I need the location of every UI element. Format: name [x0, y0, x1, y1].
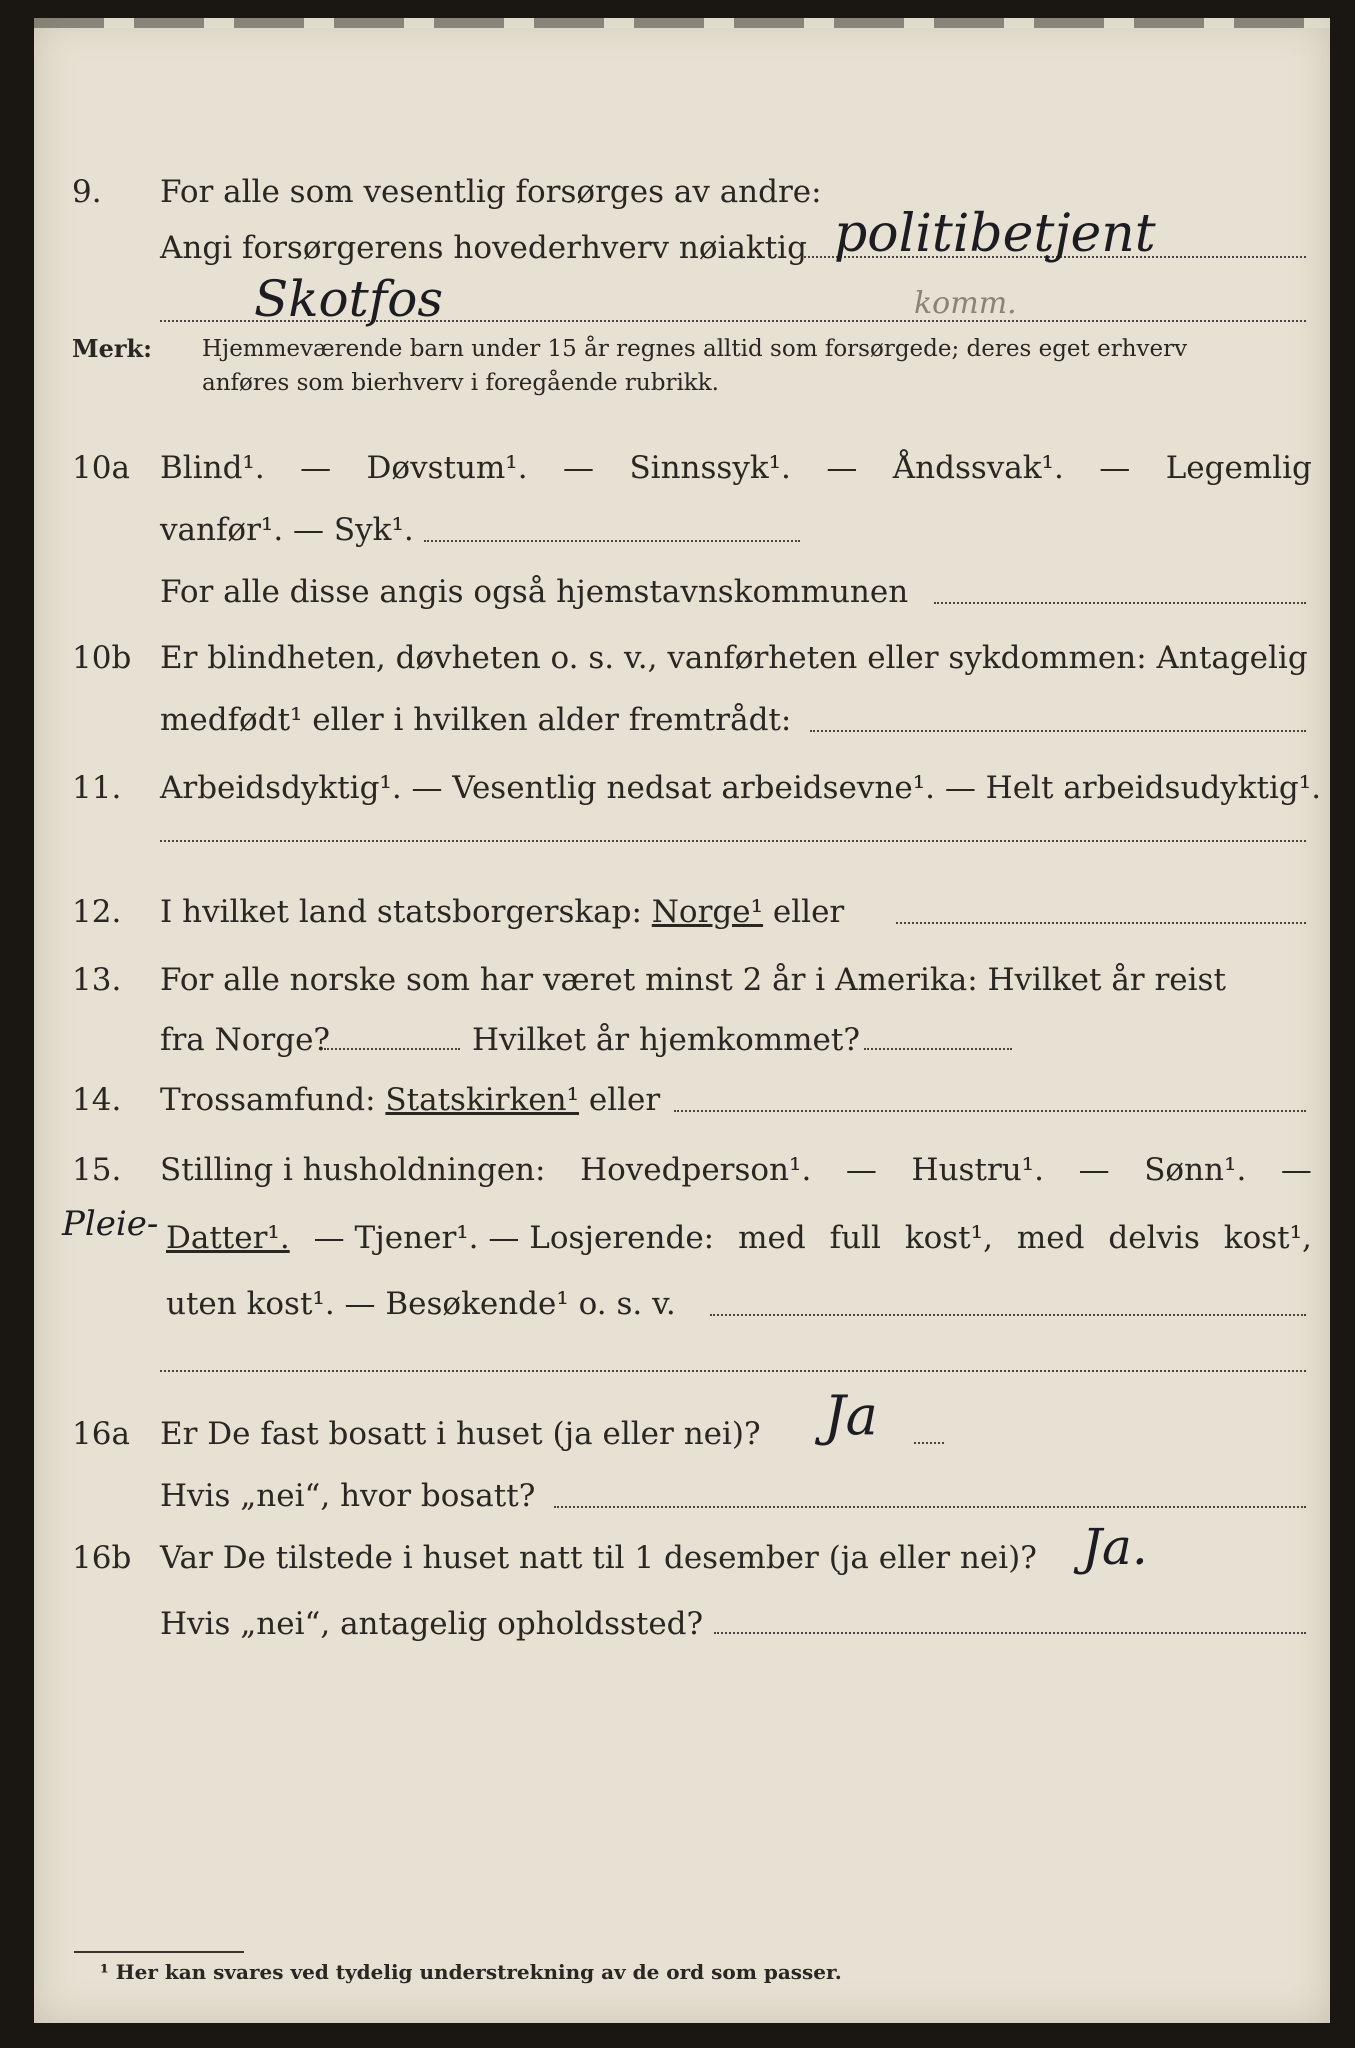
option-norge[interactable]: Norge¹ — [651, 894, 764, 930]
q13-question: For alle norske som har været minst 2 år i Amerika: Hvilket år reist — [160, 962, 1226, 998]
q12-question — [160, 890, 844, 934]
q14-line[interactable] — [674, 1110, 1306, 1112]
q10a-vanfor-syk[interactable]: vanfør¹. — Syk¹. — [160, 512, 414, 548]
q12-line[interactable] — [896, 922, 1306, 924]
q15-handwritten-prefix: Pleie- — [62, 1204, 159, 1244]
q10a-row-2 — [34, 508, 1330, 552]
q16b-opholdssted-line[interactable] — [714, 1632, 1306, 1634]
q13-number: 13. — [72, 962, 122, 998]
option-andssvak[interactable]: Åndssvak¹. — [892, 450, 1064, 486]
q10a-hjemstavn-label: For alle disse angis også hjemstavnskommunen — [160, 574, 909, 610]
q16a-line[interactable] — [914, 1442, 944, 1444]
q9-number: 9. — [72, 174, 102, 210]
q16a-bosatt-label: Hvis „nei“, hvor bosatt? — [160, 1478, 536, 1514]
q15-options-3[interactable]: uten kost¹. — Besøkende¹ o. s. v. — [166, 1286, 676, 1322]
q16b-opholdssted-label: Hvis „nei“, antagelig opholdssted? — [160, 1606, 704, 1642]
q16a-row-2 — [34, 1474, 1330, 1518]
q14-prefix: Trossamfund: — [160, 1082, 376, 1118]
q16a-question: Er De fast bosatt i huset (ja eller nei)? — [160, 1416, 761, 1452]
q13-hjemkommet-label: Hvilket år hjemkommet? — [472, 1022, 860, 1058]
q15-number: 15. — [72, 1152, 122, 1188]
dash: — — [563, 450, 595, 486]
option-full-kost[interactable]: kost¹, — [904, 1220, 993, 1256]
option-dovstum[interactable]: Døvstum¹. — [366, 450, 528, 486]
q14-number: 14. — [72, 1082, 122, 1118]
q14-suffix: eller — [588, 1082, 661, 1118]
q15-line[interactable] — [710, 1314, 1306, 1316]
q15-row — [34, 1148, 1330, 1192]
q13-row-2 — [34, 1018, 1330, 1062]
option-sinnssyk[interactable]: Sinnssyk¹. — [629, 450, 791, 486]
scan-top-edge — [34, 18, 1330, 28]
q10b-line[interactable] — [810, 730, 1306, 732]
q10b-row — [34, 636, 1330, 680]
word: delvis — [1108, 1220, 1200, 1256]
dash: — — [826, 450, 858, 486]
q11-row — [34, 766, 1330, 810]
footnote: ¹ Her kan svares ved tydelig understrekning av de ord som passer. — [100, 1960, 842, 1984]
q10a-row — [34, 446, 1330, 490]
word: med — [1016, 1220, 1085, 1256]
q10b-row-2 — [34, 698, 1330, 742]
q15-options — [160, 1148, 1312, 1192]
q16a-number: 16a — [72, 1416, 130, 1452]
q15-row-2 — [34, 1216, 1330, 1260]
q9-note-answer: komm. — [914, 286, 1017, 321]
q9-place-answer: Skotfos — [254, 270, 444, 328]
q11-options[interactable]: Arbeidsdyktig¹. — Vesentlig nedsat arbeidsevne¹. — Helt arbeidsudyktig¹. — [160, 770, 1322, 806]
option-datter[interactable]: Datter¹. — [166, 1220, 290, 1256]
option-tjener-losjerende[interactable]: — Tjener¹. — Losjerende: — [313, 1220, 715, 1256]
q12-number: 12. — [72, 894, 122, 930]
q9-question: For alle som vesentlig forsørges av andre: — [160, 174, 822, 210]
merk-text-2: anføres som bierhverv i foregående rubrikk. — [202, 370, 719, 396]
option-blind[interactable]: Blind¹. — [160, 450, 265, 486]
word: med — [738, 1220, 806, 1256]
q15-options-2 — [166, 1216, 1312, 1260]
q13-hjemkommet-line[interactable] — [864, 1048, 1012, 1050]
footnote-rule — [74, 1951, 244, 1953]
q16a-bosatt-line[interactable] — [554, 1506, 1306, 1508]
q16a-row — [34, 1412, 1330, 1456]
q14-row — [34, 1078, 1330, 1122]
q10a-hjemstavn-line[interactable] — [934, 602, 1306, 604]
q13-reist-label: fra Norge? — [160, 1022, 331, 1058]
option-hustru[interactable]: Hustru¹. — [911, 1152, 1044, 1188]
q11-line[interactable] — [160, 840, 1306, 842]
q15-line-2[interactable] — [160, 1370, 1306, 1372]
q11-number: 11. — [72, 770, 122, 806]
q13-row — [34, 958, 1330, 1002]
q9-occupation-answer: politibetjent — [834, 204, 1156, 264]
dash: — — [1280, 1152, 1312, 1188]
q14-question — [160, 1078, 660, 1122]
dash: — — [1078, 1152, 1110, 1188]
option-legemlig[interactable]: Legemlig — [1165, 450, 1312, 486]
q16b-question: Var De tilstede i huset natt til 1 desember (ja eller nei)? — [160, 1540, 1037, 1576]
q16b-answer: Ja. — [1082, 1518, 1148, 1576]
merk-label: Merk: — [72, 334, 152, 363]
q16a-answer: Ja — [824, 1384, 878, 1447]
q10a-number: 10a — [72, 450, 130, 486]
q10a-line[interactable] — [424, 540, 800, 542]
q10b-number: 10b — [72, 640, 132, 676]
q12-suffix: eller — [772, 894, 845, 930]
option-hovedperson[interactable]: Hovedperson¹. — [580, 1152, 812, 1188]
q12-row — [34, 890, 1330, 934]
q12-prefix: I hvilket land statsborgerskap: — [160, 894, 642, 930]
q9-occupation-label: Angi forsørgerens hovederhverv nøiaktig — [160, 230, 807, 266]
word: full — [829, 1220, 881, 1256]
q15-row-3 — [34, 1282, 1330, 1326]
q10a-options — [160, 446, 1312, 490]
option-sonn[interactable]: Sønn¹. — [1144, 1152, 1247, 1188]
option-statskirken[interactable]: Statskirken¹ — [385, 1082, 579, 1118]
q16b-row-2 — [34, 1602, 1330, 1646]
dash: — — [300, 450, 332, 486]
option-delvis-kost[interactable]: kost¹, — [1223, 1220, 1312, 1256]
dash: — — [1099, 450, 1131, 486]
merk-text-1: Hjemmeværende barn under 15 år regnes alltid som forsørgede; deres eget erhverv — [202, 336, 1188, 362]
dash: — — [845, 1152, 877, 1188]
q16b-number: 16b — [72, 1540, 132, 1576]
census-form-page — [34, 18, 1330, 2023]
q15-label: Stilling i husholdningen: — [160, 1152, 546, 1188]
q13-reist-line[interactable] — [324, 1048, 460, 1050]
q10b-question-2: medfødt¹ eller i hvilken alder fremtrådt: — [160, 702, 792, 738]
q10a-row-3 — [34, 570, 1330, 614]
q10b-question: Er blindheten, døvheten o. s. v., vanførheten eller sykdommen: Antagelig — [160, 640, 1308, 676]
